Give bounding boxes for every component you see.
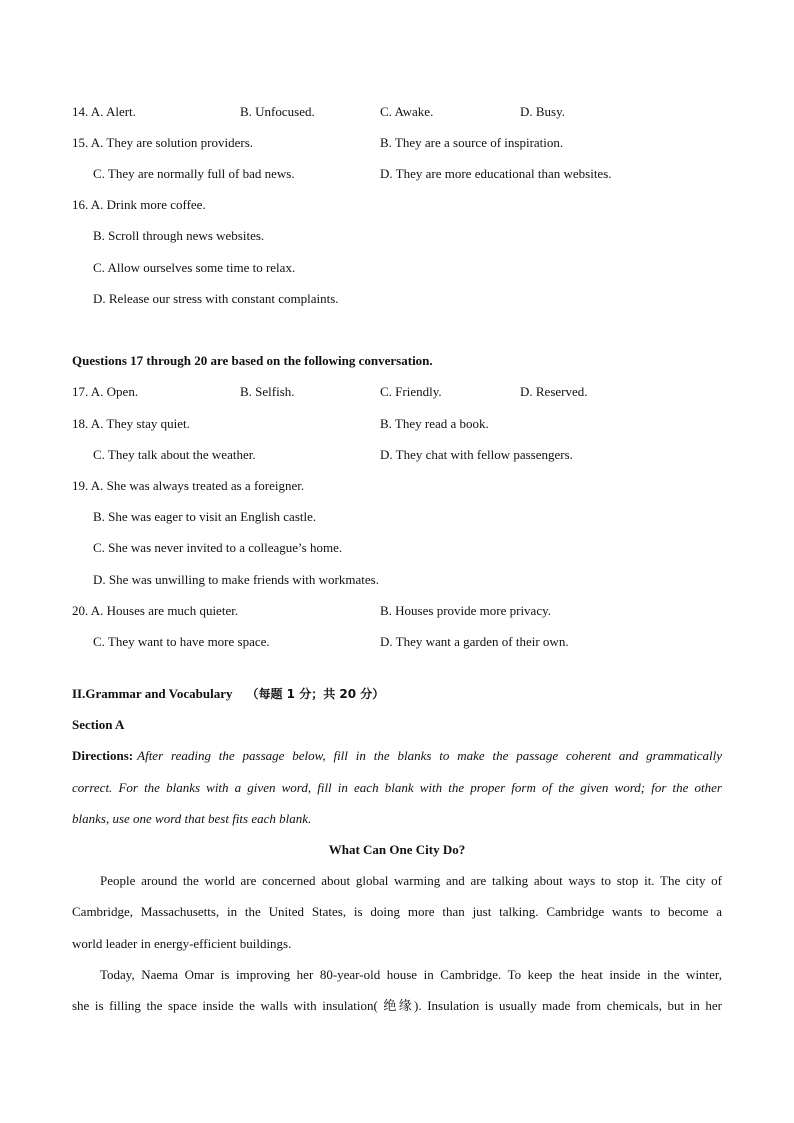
directions-label: Directions: [72, 748, 134, 763]
q17-option-a: 17. A. Open. [72, 384, 139, 399]
para2-line-2: she is filling the space inside the walls with insulation( 绝缘). Insulation is usually made from chemicals, but in her [72, 998, 722, 1013]
para1-line-1: People around the world are concerned about global warming and are talking about ways to stop it. The city of [100, 873, 722, 888]
q20-option-b: B. Houses provide more privacy. [380, 603, 552, 618]
directions-line-2: correct. For the blanks with a given word, fill in each blank with the proper form of the given word; for the other [72, 780, 722, 795]
q20-option-a: 20. A. Houses are much quieter. [72, 603, 239, 618]
q15-option-c: C. They are normally full of bad news. [93, 166, 295, 181]
q17-option-b: B. Selfish. [240, 384, 295, 399]
q19-option-b: B. She was eager to visit an English castle. [93, 509, 317, 524]
section-a-heading: Section A [72, 717, 125, 732]
directions-line-1 [72, 748, 722, 764]
q16-option-c: C. Allow ourselves some time to relax. [93, 260, 296, 275]
q18-option-a: 18. A. They stay quiet. [72, 416, 190, 431]
q18-option-c: C. They talk about the weather. [93, 447, 256, 462]
q20-option-d: D. They want a garden of their own. [380, 634, 569, 649]
q17-option-c: C. Friendly. [380, 384, 442, 399]
part2-score: （每题 1 分；共 20 分） [246, 687, 385, 701]
q14-option-a: 14. A. Alert. [72, 104, 136, 119]
directions-text-1: After reading the passage below, fill in the blanks to make the passage coherent and grammatically [137, 748, 722, 763]
para2-line-1: Today, Naema Omar is improving her 80-year-old house in Cambridge. To keep the heat inside in the winter, [100, 967, 722, 982]
q15-option-b: B. They are a source of inspiration. [380, 135, 564, 150]
directions-line-3: blanks, use one word that best fits each blank. [72, 811, 312, 826]
q15-option-d: D. They are more educational than websites. [380, 166, 612, 181]
q16-option-a: 16. A. Drink more coffee. [72, 197, 206, 212]
q18-option-d: D. They chat with fellow passengers. [380, 447, 573, 462]
q14-option-d: D. Busy. [520, 104, 566, 119]
q19-option-c: C. She was never invited to a colleague’s home. [93, 540, 343, 555]
q17-option-d: D. Reserved. [520, 384, 588, 399]
q19-option-d: D. She was unwilling to make friends with workmates. [93, 572, 379, 587]
q16-option-d: D. Release our stress with constant complaints. [93, 291, 339, 306]
part2-heading [72, 686, 384, 702]
q15-option-a: 15. A. They are solution providers. [72, 135, 254, 150]
part2-title: II.Grammar and Vocabulary [72, 686, 233, 701]
para1-line-2: Cambridge, Massachusetts, in the United States, is doing more than just talking. Cambridge wants to become a [72, 904, 722, 919]
q19-option-a: 19. A. She was always treated as a foreigner. [72, 478, 305, 493]
q20-option-c: C. They want to have more space. [93, 634, 270, 649]
passage-title: What Can One City Do? [328, 842, 466, 857]
questions-17-20-heading: Questions 17 through 20 are based on the following conversation. [72, 353, 433, 368]
q16-option-b: B. Scroll through news websites. [93, 228, 265, 243]
q14-option-c: C. Awake. [380, 104, 434, 119]
para1-line-3: world leader in energy-efficient buildings. [72, 936, 292, 951]
q14-option-b: B. Unfocused. [240, 104, 315, 119]
q18-option-b: B. They read a book. [380, 416, 489, 431]
